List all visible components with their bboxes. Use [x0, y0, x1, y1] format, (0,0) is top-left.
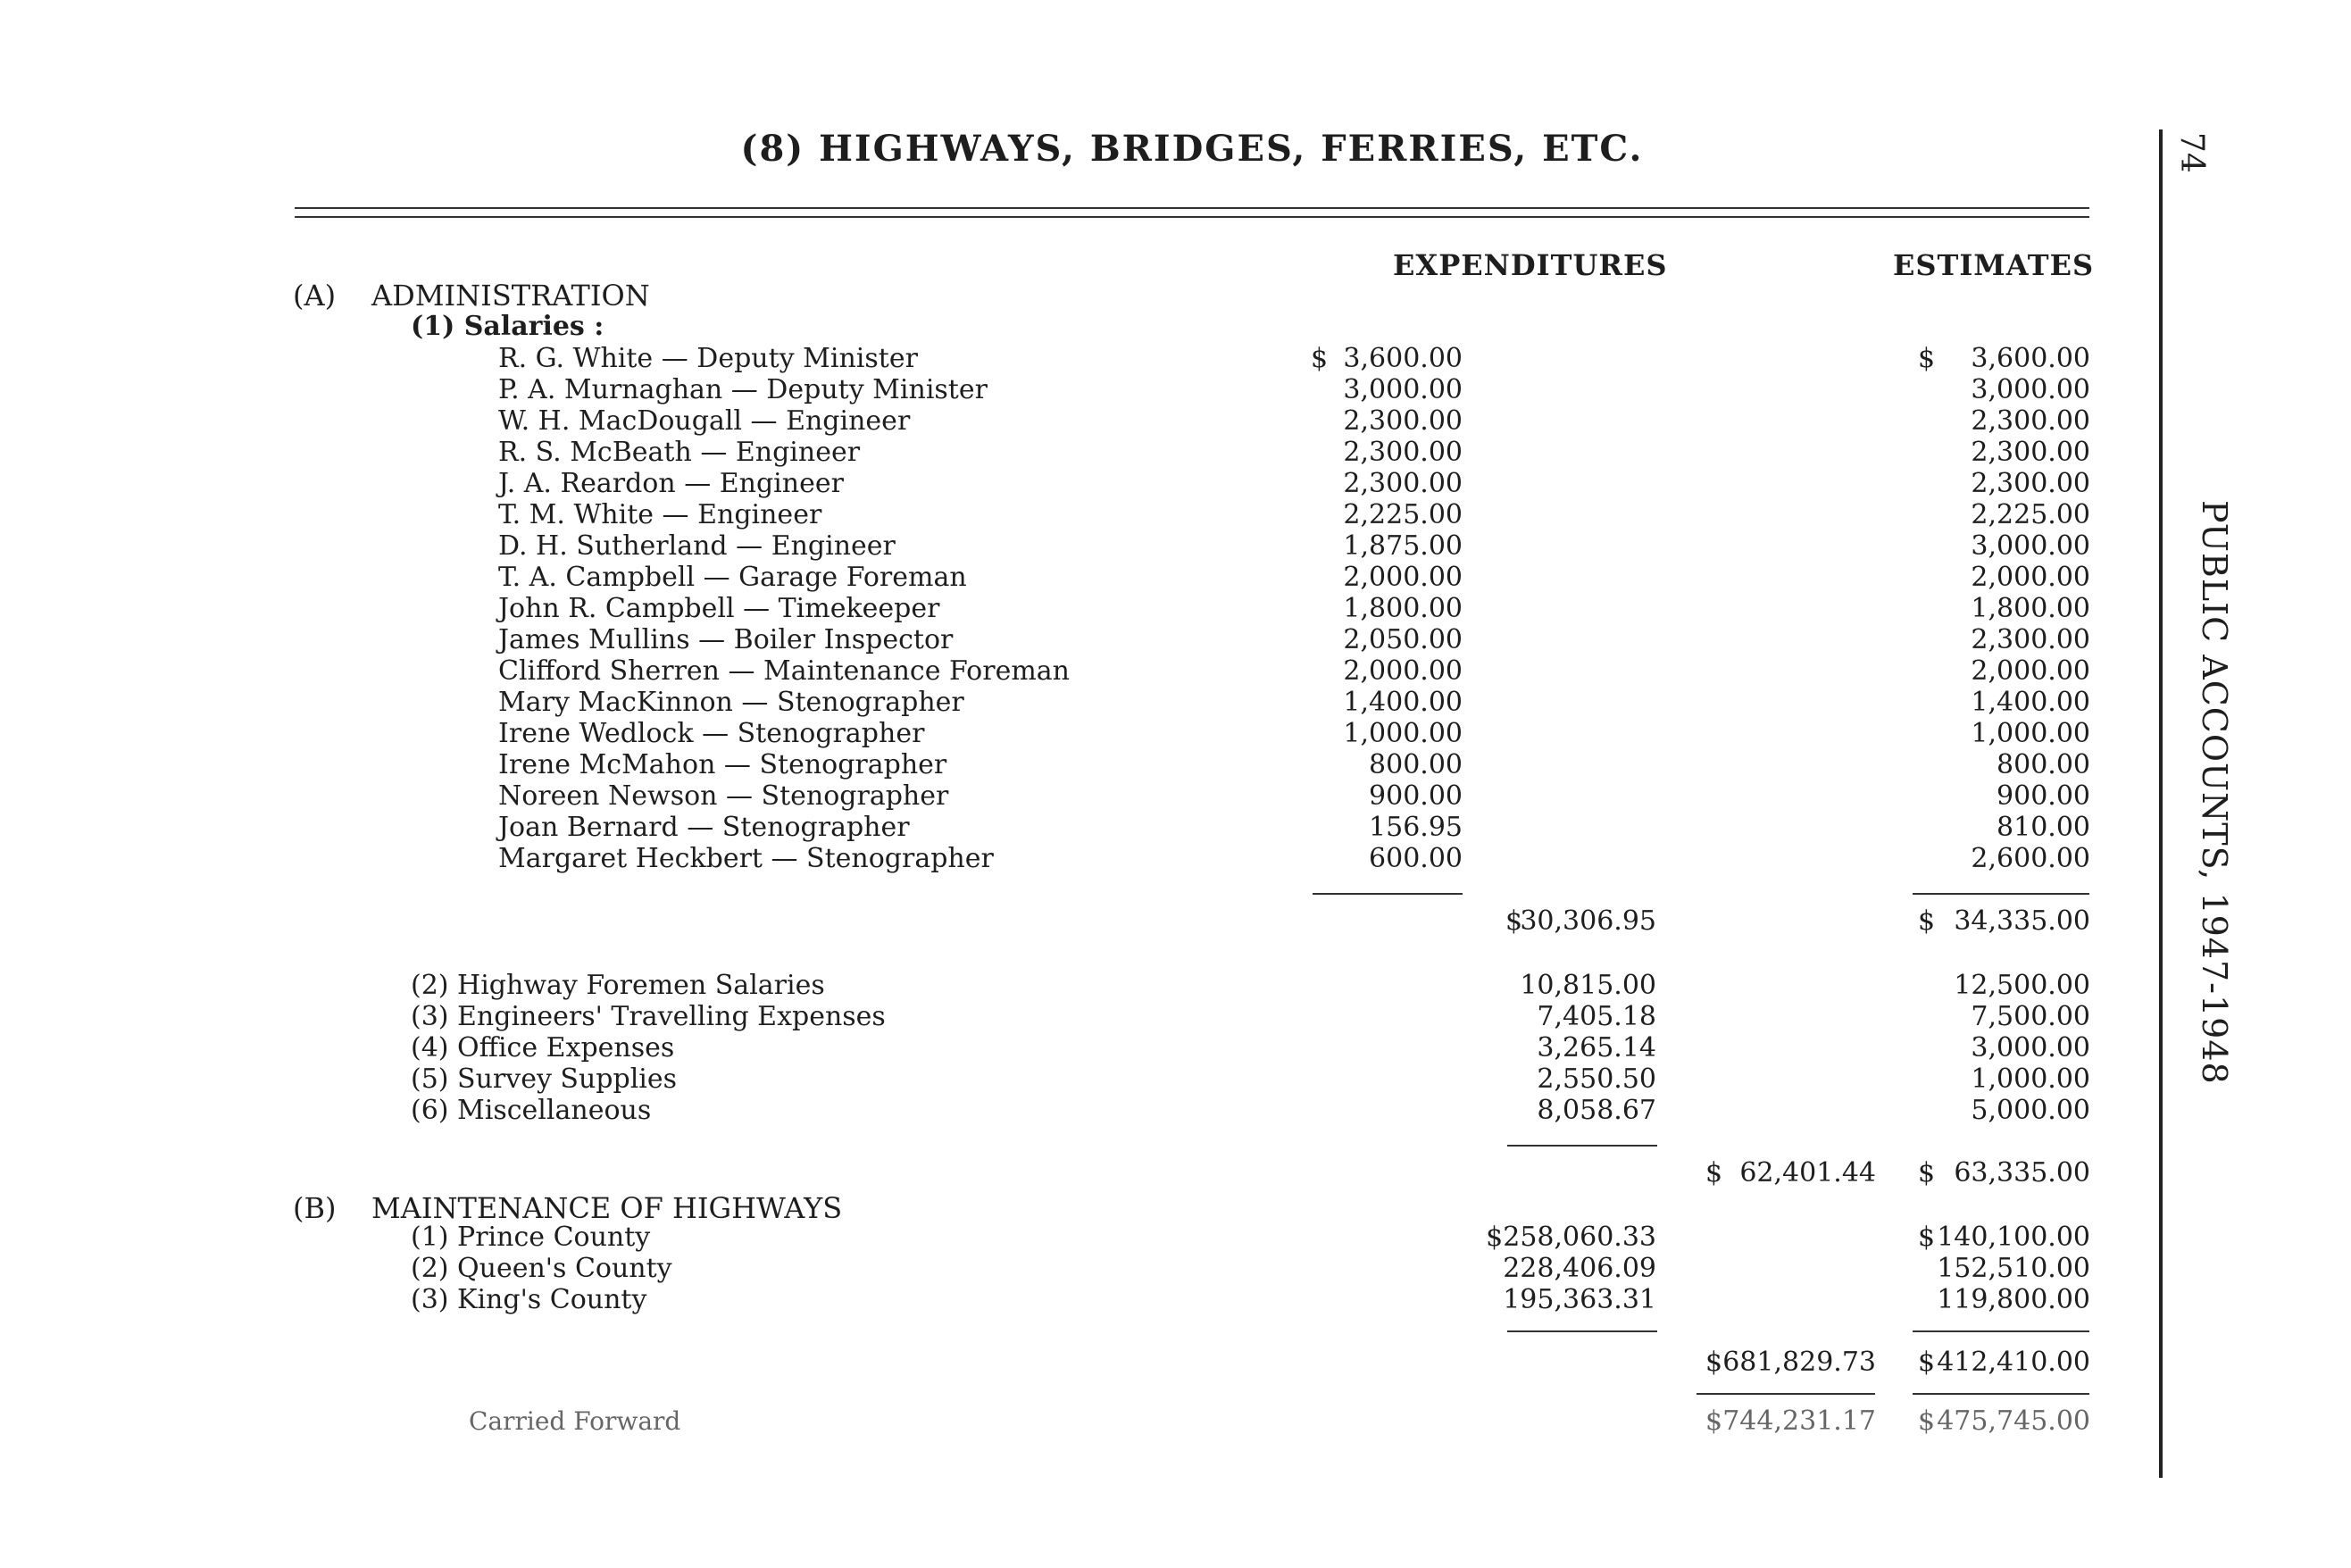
carried-forward-label: Carried Forward [469, 1406, 681, 1436]
expenditure-amount: 3,000.00 [1343, 374, 1463, 405]
salary-row [0, 843, 2351, 875]
currency-sign: $ [1918, 343, 1936, 374]
estimate-amount: 152,510.00 [1937, 1253, 2090, 1284]
salary-row [0, 499, 2351, 531]
expenditure-amount: 600.00 [1369, 843, 1463, 874]
maintenance-item-row [0, 1253, 2351, 1285]
expenditure-amount: 1,000.00 [1343, 718, 1463, 749]
expenditure-amount: 2,000.00 [1343, 655, 1463, 687]
estimate-amount: 5,000.00 [1971, 1095, 2090, 1126]
estimate-amount: 1,000.00 [1971, 718, 2090, 749]
maintenance-estimate-subtotal-rule [1913, 1330, 2089, 1332]
carried-forward-estimate-rule [1913, 1393, 2089, 1395]
salary-row [0, 812, 2351, 844]
admin-subtotal-rule [1507, 1145, 1657, 1147]
title-rule-top [295, 207, 2089, 209]
estimate-amount: 12,500.00 [1954, 970, 2090, 1001]
expenditure-amount: 900.00 [1369, 780, 1463, 812]
estimate-amount: 2,000.00 [1971, 655, 2090, 687]
expenditure-amount: 1,875.00 [1343, 530, 1463, 562]
line-item-label: John R. Campbell — Timekeeper [498, 593, 940, 624]
estimate-amount: 2,300.00 [1971, 624, 2090, 655]
currency-sign: $ [1705, 1405, 1723, 1437]
carried-forward-expenditure: 744,231.17 [1722, 1405, 1876, 1437]
line-item-label: (1) Prince County [411, 1222, 651, 1253]
salaries-heading: (1) Salaries : [411, 311, 604, 342]
currency-sign: $ [1918, 1157, 1936, 1189]
estimate-amount: 2,600.00 [1971, 843, 2090, 874]
admin-total-expenditure: 62,401.44 [1739, 1157, 1876, 1189]
currency-sign: $ [1918, 1222, 1936, 1253]
estimate-amount: 900.00 [1997, 780, 2090, 812]
column-header-estimates: ESTIMATES [1893, 248, 2095, 282]
salary-row [0, 343, 2351, 375]
admin-item-row [0, 1095, 2351, 1127]
salary-row [0, 468, 2351, 500]
estimate-amount: 800.00 [1997, 749, 2090, 780]
line-item-label: (3) Engineers' Travelling Expenses [411, 1001, 886, 1032]
expenditure-amount: 8,058.67 [1537, 1095, 1656, 1126]
salary-row [0, 780, 2351, 813]
line-item-label: P. A. Murnaghan — Deputy Minister [498, 374, 988, 405]
line-item-label: W. H. MacDougall — Engineer [498, 405, 911, 437]
expenditure-amount: 2,300.00 [1343, 468, 1463, 499]
line-item-label: Mary MacKinnon — Stenographer [498, 687, 964, 718]
salaries-total-expenditure: 30,306.95 [1520, 905, 1656, 937]
estimate-amount: 3,000.00 [1971, 1032, 2090, 1063]
expenditure-amount: 10,815.00 [1520, 970, 1656, 1001]
estimate-amount: 2,300.00 [1971, 437, 2090, 468]
line-item-label: (2) Queen's County [411, 1253, 672, 1284]
line-item-label: (2) Highway Foremen Salaries [411, 970, 825, 1001]
estimate-amount: 2,300.00 [1971, 405, 2090, 437]
line-item-label: (3) King's County [411, 1284, 647, 1315]
line-item-label: Clifford Sherren — Maintenance Foreman [498, 655, 1070, 687]
currency-sign: $ [1505, 905, 1523, 937]
expenditure-amount: 2,000.00 [1343, 562, 1463, 593]
salaries-estimate-subtotal-rule [1913, 893, 2089, 895]
margin-rule [2159, 129, 2163, 1478]
expenditure-amount: 800.00 [1369, 749, 1463, 780]
currency-sign: $ [1705, 1347, 1723, 1378]
expenditure-amount: 2,300.00 [1343, 437, 1463, 468]
salaries-total-estimate: 34,335.00 [1954, 905, 2090, 937]
title-rule-bottom [295, 216, 2089, 218]
admin-total-estimate: 63,335.00 [1954, 1157, 2090, 1189]
section-b-label: (B) [293, 1191, 337, 1225]
expenditure-amount: 7,405.18 [1537, 1001, 1656, 1032]
salary-row [0, 405, 2351, 438]
estimate-amount: 810.00 [1997, 812, 2090, 843]
salary-row [0, 687, 2351, 719]
salary-row [0, 593, 2351, 625]
page-title: (8) HIGHWAYS, BRIDGES, FERRIES, ETC. [740, 128, 1644, 170]
estimate-amount: 1,000.00 [1971, 1063, 2090, 1095]
expenditure-amount: 2,300.00 [1343, 405, 1463, 437]
column-header-expenditures: EXPENDITURES [1393, 248, 1668, 282]
estimate-amount: 3,000.00 [1971, 530, 2090, 562]
currency-sign: $ [1705, 1157, 1723, 1189]
line-item-label: D. H. Sutherland — Engineer [498, 530, 896, 562]
expenditure-amount: 3,265.14 [1537, 1032, 1656, 1063]
estimate-amount: 2,300.00 [1971, 468, 2090, 499]
carried-forward-row [0, 1405, 2351, 1438]
expenditure-amount: 195,363.31 [1503, 1284, 1656, 1315]
estimate-amount: 140,100.00 [1937, 1222, 2090, 1253]
line-item-label: Noreen Newson — Stenographer [498, 780, 949, 812]
maintenance-total-estimate: 412,410.00 [1937, 1347, 2090, 1378]
salary-row [0, 718, 2351, 750]
line-item-label: Irene McMahon — Stenographer [498, 749, 947, 780]
line-item-label: T. A. Campbell — Garage Foreman [498, 562, 967, 593]
section-b-title: MAINTENANCE OF HIGHWAYS [371, 1191, 843, 1225]
salaries-total-row [0, 905, 2351, 938]
salaries-subtotal-rule [1313, 893, 1463, 895]
estimate-amount: 1,800.00 [1971, 593, 2090, 624]
line-item-label: (4) Office Expenses [411, 1032, 675, 1063]
running-head: PUBLIC ACCOUNTS, 1947-1948 [2195, 500, 2234, 1085]
salary-row [0, 437, 2351, 469]
page-number: 74 [2173, 132, 2210, 173]
carried-forward-estimate: 475,745.00 [1937, 1405, 2090, 1437]
currency-sign: $ [1918, 1347, 1936, 1378]
salary-row [0, 374, 2351, 406]
expenditure-amount: 1,800.00 [1343, 593, 1463, 624]
currency-sign: $ [1918, 1405, 1936, 1437]
section-a-label: (A) [293, 279, 337, 313]
admin-item-row [0, 1032, 2351, 1064]
salary-row [0, 749, 2351, 781]
maintenance-total-row [0, 1347, 2351, 1379]
estimate-amount: 7,500.00 [1971, 1001, 2090, 1032]
section-a-title: ADMINISTRATION [371, 279, 650, 313]
salary-row [0, 530, 2351, 563]
line-item-label: R. G. White — Deputy Minister [498, 343, 918, 374]
estimate-amount: 2,225.00 [1971, 499, 2090, 530]
maintenance-item-row [0, 1284, 2351, 1316]
maintenance-subtotal-rule [1507, 1330, 1657, 1332]
maintenance-item-row [0, 1222, 2351, 1254]
admin-item-row [0, 1063, 2351, 1096]
estimate-amount: 2,000.00 [1971, 562, 2090, 593]
estimate-amount: 3,000.00 [1971, 374, 2090, 405]
expenditure-amount: 1,400.00 [1343, 687, 1463, 718]
currency-sign: $ [1311, 343, 1329, 374]
estimate-amount: 119,800.00 [1937, 1284, 2090, 1315]
line-item-label: J. A. Reardon — Engineer [498, 468, 844, 499]
line-item-label: T. M. White — Engineer [498, 499, 822, 530]
line-item-label: Joan Bernard — Stenographer [498, 812, 910, 843]
expenditure-amount: $258,060.33 [1486, 1222, 1656, 1253]
line-item-label: James Mullins — Boiler Inspector [498, 624, 954, 655]
line-item-label: Margaret Heckbert — Stenographer [498, 843, 994, 874]
salary-row [0, 655, 2351, 688]
estimate-amount: 3,600.00 [1971, 343, 2090, 374]
line-item-label: (6) Miscellaneous [411, 1095, 652, 1126]
currency-sign: $ [1918, 905, 1936, 937]
expenditure-amount: 3,600.00 [1343, 343, 1463, 374]
maintenance-total-expenditure: 681,829.73 [1722, 1347, 1876, 1378]
admin-item-row [0, 970, 2351, 1002]
admin-item-row [0, 1001, 2351, 1033]
expenditure-amount: 2,550.50 [1537, 1063, 1656, 1095]
expenditure-amount: 2,050.00 [1343, 624, 1463, 655]
salary-row [0, 624, 2351, 656]
salary-row [0, 562, 2351, 594]
carried-forward-rule [1697, 1393, 1875, 1395]
line-item-label: Irene Wedlock — Stenographer [498, 718, 925, 749]
expenditure-amount: 156.95 [1369, 812, 1463, 843]
line-item-label: R. S. McBeath — Engineer [498, 437, 861, 468]
estimate-amount: 1,400.00 [1971, 687, 2090, 718]
admin-total-row [0, 1157, 2351, 1189]
expenditure-amount: 228,406.09 [1503, 1253, 1656, 1284]
expenditure-amount: 2,225.00 [1343, 499, 1463, 530]
line-item-label: (5) Survey Supplies [411, 1063, 678, 1095]
